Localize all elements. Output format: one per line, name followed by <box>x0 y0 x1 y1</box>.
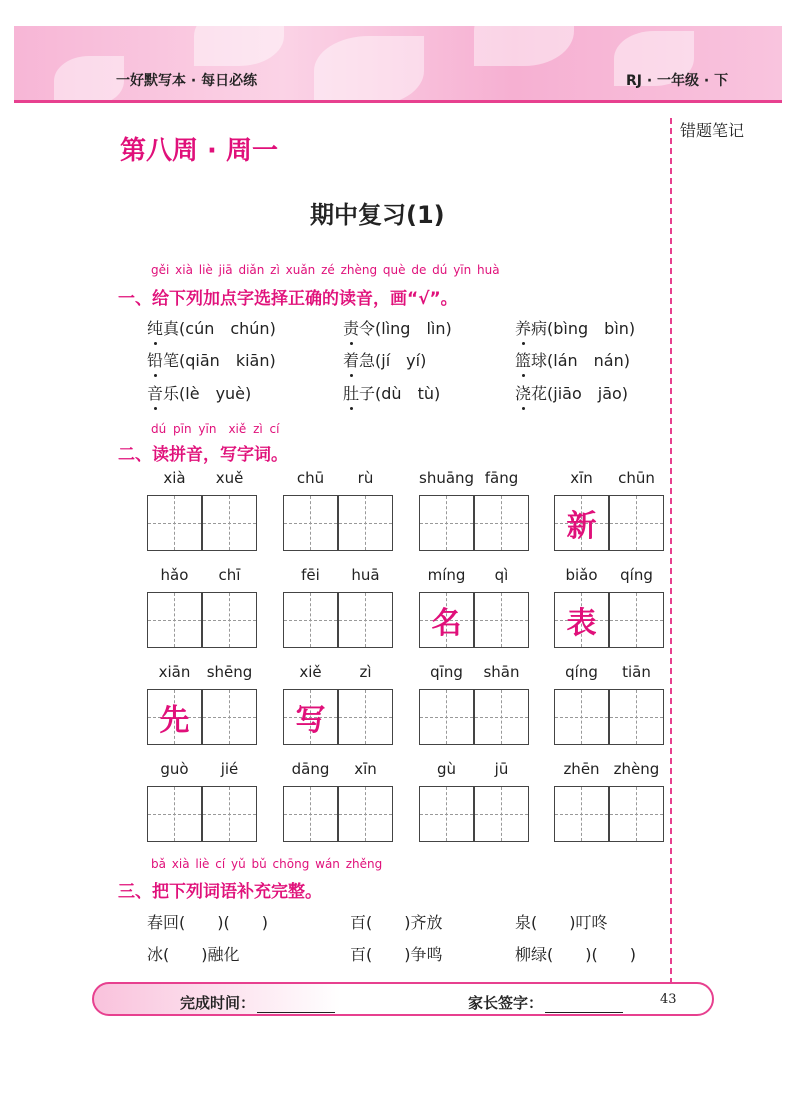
handwritten-char <box>610 593 663 647</box>
idiom-fill-item[interactable]: 春回( )( ) <box>147 913 268 932</box>
handwritten-char <box>339 787 392 841</box>
handwritten-char <box>420 690 473 744</box>
word-pinyin <box>147 566 257 584</box>
header-left-title: 一好默写本 · 每日必练 <box>116 73 258 89</box>
second-char: 笔 <box>163 351 180 370</box>
idiom-fill-item[interactable]: 泉( )叮咚 <box>515 913 608 932</box>
pinyin-options[interactable]: (jiāo jāo) <box>547 384 629 403</box>
tian-grid-box[interactable] <box>419 689 474 745</box>
handwritten-char <box>555 787 608 841</box>
tian-grid-box[interactable] <box>283 786 338 842</box>
word-writing-cell <box>283 469 393 551</box>
syllable: xiě <box>299 663 322 681</box>
word-pinyin <box>554 469 664 487</box>
syllable: fāng <box>484 469 519 487</box>
handwritten-char: 表 <box>566 606 597 641</box>
section3-title: 三、把下列词语补充完整。 <box>118 882 322 902</box>
reading-choice-item[interactable] <box>515 316 635 339</box>
tian-grid-box[interactable] <box>554 786 609 842</box>
second-char: 乐 <box>163 384 180 403</box>
word-writing-cell <box>283 760 393 842</box>
tian-grid-box[interactable] <box>338 689 393 745</box>
handwritten-char <box>475 496 528 550</box>
syllable: dāng <box>291 760 330 778</box>
tian-grid-box[interactable] <box>147 689 202 745</box>
handwritten-char <box>203 690 256 744</box>
header-right-title: RJ · 一年级 · 下 <box>626 73 729 89</box>
handwritten-char: 新 <box>566 509 597 544</box>
tian-grid-box[interactable] <box>202 592 257 648</box>
petal-decoration <box>474 26 574 66</box>
tian-grid-box[interactable] <box>554 495 609 551</box>
handwritten-char <box>339 496 392 550</box>
word-writing-cell <box>554 469 664 551</box>
parent-signature-label: 家长签字： <box>468 992 623 1013</box>
pinyin-options[interactable]: (qiān kiān) <box>179 351 276 370</box>
handwritten-char <box>420 496 473 550</box>
syllable: chūn <box>618 469 655 487</box>
section3-pinyin: bǎ xià liè cí yǔ bǔ chōng wán zhěng <box>151 857 383 871</box>
syllable: rù <box>357 469 374 487</box>
tian-grid-box[interactable] <box>609 786 664 842</box>
reading-choice-item[interactable] <box>147 348 276 371</box>
handwritten-char <box>148 787 201 841</box>
handwritten-char <box>284 593 337 647</box>
second-char: 子 <box>359 384 376 403</box>
syllable: jié <box>220 760 239 778</box>
syllable: zhēn <box>563 760 600 778</box>
reading-choice-item[interactable] <box>343 316 452 339</box>
syllable: xuě <box>215 469 244 487</box>
tian-grid-box[interactable] <box>202 495 257 551</box>
pinyin-options[interactable]: (cún chún) <box>179 319 276 338</box>
tian-grid-box[interactable] <box>474 689 529 745</box>
week-title: 第八周 · 周一 <box>120 136 278 166</box>
tian-grid-box[interactable] <box>609 689 664 745</box>
syllable: qíng <box>565 663 598 681</box>
mistake-notes-label: 错题笔记 <box>680 121 745 140</box>
dotted-char: 浇 <box>515 381 531 404</box>
pinyin-options[interactable]: (dù tù) <box>375 384 441 403</box>
reading-choice-item[interactable] <box>147 381 251 404</box>
parent-signature-blank[interactable] <box>545 998 623 1013</box>
word-pinyin <box>147 469 257 487</box>
second-char: 病 <box>531 319 548 338</box>
syllable: fēi <box>301 566 320 584</box>
idiom-fill-item[interactable]: 百( )齐放 <box>350 913 443 932</box>
word-writing-cell <box>554 760 664 842</box>
word-writing-cell <box>554 663 664 745</box>
syllable: guò <box>160 760 189 778</box>
handwritten-char: 名 <box>431 606 462 641</box>
handwritten-char <box>475 690 528 744</box>
handwritten-char <box>203 496 256 550</box>
word-pinyin <box>554 760 664 778</box>
word-pinyin <box>147 760 257 778</box>
tian-grid-box[interactable] <box>283 592 338 648</box>
section2-pinyin: dú pīn yīn xiě zì cí <box>151 422 280 436</box>
tian-grid-box[interactable] <box>554 689 609 745</box>
handwritten-char <box>555 690 608 744</box>
completion-time-blank[interactable] <box>257 998 335 1013</box>
word-pinyin <box>419 760 529 778</box>
pinyin-options[interactable]: (jí yí) <box>375 351 427 370</box>
handwritten-char <box>148 593 201 647</box>
word-writing-cell <box>419 566 529 648</box>
word-pinyin <box>147 663 257 681</box>
dotted-char: 责 <box>343 316 359 339</box>
word-writing-cell <box>147 469 257 551</box>
dotted-char: 铅 <box>147 348 163 371</box>
pinyin-options[interactable]: (lìng lìn) <box>375 319 452 338</box>
tian-grid-box[interactable] <box>609 495 664 551</box>
syllable: shān <box>483 663 520 681</box>
handwritten-char <box>610 690 663 744</box>
syllable: hǎo <box>160 566 189 584</box>
second-char: 令 <box>359 319 376 338</box>
section2-title: 二、读拼音，写字词。 <box>118 445 288 465</box>
section1-title: 一、给下列加点字选择正确的读音，画“√”。 <box>118 289 458 309</box>
syllable: jū <box>494 760 509 778</box>
section1-pinyin: gěi xià liè jiā diǎn zì xuǎn zé zhèng què de dú yīn huà <box>151 263 500 277</box>
syllable: gù <box>436 760 457 778</box>
petal-decoration <box>54 56 124 102</box>
syllable: míng <box>427 566 466 584</box>
tian-grid-box[interactable] <box>147 592 202 648</box>
syllable: xiān <box>158 663 191 681</box>
tian-grid-box[interactable] <box>202 689 257 745</box>
syllable: shēng <box>206 663 253 681</box>
syllable: chī <box>218 566 241 584</box>
handwritten-char <box>284 496 337 550</box>
handwritten-char <box>339 690 392 744</box>
handwritten-char <box>203 787 256 841</box>
tian-grid-box[interactable] <box>338 786 393 842</box>
handwritten-char <box>203 593 256 647</box>
idiom-fill-item[interactable]: 冰( )融化 <box>147 945 240 964</box>
tian-grid-box[interactable] <box>474 495 529 551</box>
handwritten-char: 写 <box>295 703 326 738</box>
tian-grid-box[interactable] <box>147 786 202 842</box>
second-char: 花 <box>531 384 548 403</box>
tian-grid-box[interactable] <box>554 592 609 648</box>
syllable: xià <box>163 469 186 487</box>
tian-grid-box[interactable] <box>202 786 257 842</box>
syllable: qì <box>494 566 509 584</box>
word-writing-cell <box>283 566 393 648</box>
word-pinyin <box>554 663 664 681</box>
handwritten-char: 先 <box>159 703 190 738</box>
petal-decoration <box>314 36 424 102</box>
petal-decoration <box>194 26 284 66</box>
tian-grid-box[interactable] <box>474 592 529 648</box>
completion-time-label: 完成时间： <box>180 992 335 1013</box>
header-banner <box>14 26 782 102</box>
dotted-char: 音 <box>147 381 163 404</box>
handwritten-char <box>610 787 663 841</box>
syllable: zì <box>359 663 372 681</box>
handwritten-char <box>475 787 528 841</box>
syllable: qíng <box>620 566 653 584</box>
syllable: shuāng <box>419 469 475 487</box>
tian-grid-box[interactable] <box>283 689 338 745</box>
side-dashed-divider <box>670 118 672 984</box>
footer-bar <box>92 982 714 1016</box>
reading-choice-item[interactable] <box>343 348 426 371</box>
tian-grid-box[interactable] <box>419 786 474 842</box>
tian-grid-box[interactable] <box>147 495 202 551</box>
syllable: xīn <box>570 469 593 487</box>
handwritten-char <box>610 496 663 550</box>
handwritten-char <box>420 787 473 841</box>
pinyin-options[interactable]: (lán nán) <box>547 351 630 370</box>
syllable: xīn <box>354 760 377 778</box>
second-char: 真 <box>163 319 180 338</box>
header-divider <box>14 100 782 103</box>
word-writing-cell <box>147 760 257 842</box>
second-char: 球 <box>531 351 548 370</box>
lesson-title: 期中复习(1) <box>310 201 445 229</box>
word-pinyin <box>419 663 529 681</box>
word-pinyin <box>419 566 529 584</box>
tian-grid-box[interactable] <box>474 786 529 842</box>
handwritten-char <box>475 593 528 647</box>
word-pinyin <box>283 566 393 584</box>
word-pinyin <box>554 566 664 584</box>
dotted-char: 纯 <box>147 316 163 339</box>
reading-choice-item[interactable] <box>515 381 628 404</box>
word-pinyin <box>283 469 393 487</box>
idiom-fill-item[interactable]: 百( )争鸣 <box>350 945 443 964</box>
syllable: chū <box>296 469 325 487</box>
dotted-char: 养 <box>515 316 531 339</box>
idiom-fill-item[interactable]: 柳绿( )( ) <box>515 945 636 964</box>
syllable: biǎo <box>565 566 598 584</box>
tian-grid-box[interactable] <box>283 495 338 551</box>
dotted-char: 肚 <box>343 381 359 404</box>
word-writing-cell <box>147 663 257 745</box>
handwritten-char <box>284 787 337 841</box>
word-pinyin <box>283 760 393 778</box>
dotted-char: 篮 <box>515 348 531 371</box>
tian-grid-box[interactable] <box>419 495 474 551</box>
word-writing-cell <box>147 566 257 648</box>
syllable: huā <box>351 566 380 584</box>
handwritten-char <box>339 593 392 647</box>
dotted-char: 着 <box>343 348 359 371</box>
word-writing-cell <box>419 663 529 745</box>
pinyin-options[interactable]: (bìng bìn) <box>547 319 636 338</box>
syllable: qīng <box>430 663 463 681</box>
word-writing-cell <box>554 566 664 648</box>
tian-grid-box[interactable] <box>338 592 393 648</box>
tian-grid-box[interactable] <box>609 592 664 648</box>
word-pinyin <box>419 469 529 487</box>
reading-choice-item[interactable] <box>515 348 630 371</box>
word-pinyin <box>283 663 393 681</box>
second-char: 急 <box>359 351 376 370</box>
word-writing-cell <box>283 663 393 745</box>
tian-grid-box[interactable] <box>338 495 393 551</box>
syllable: zhèng <box>613 760 660 778</box>
page-number: 43 <box>660 992 677 1007</box>
word-writing-cell <box>419 760 529 842</box>
handwritten-char <box>148 496 201 550</box>
reading-choice-item[interactable] <box>147 316 276 339</box>
reading-choice-item[interactable] <box>343 381 440 404</box>
word-writing-cell <box>419 469 529 551</box>
tian-grid-box[interactable] <box>419 592 474 648</box>
pinyin-options[interactable]: (lè yuè) <box>179 384 252 403</box>
syllable: tiān <box>622 663 651 681</box>
